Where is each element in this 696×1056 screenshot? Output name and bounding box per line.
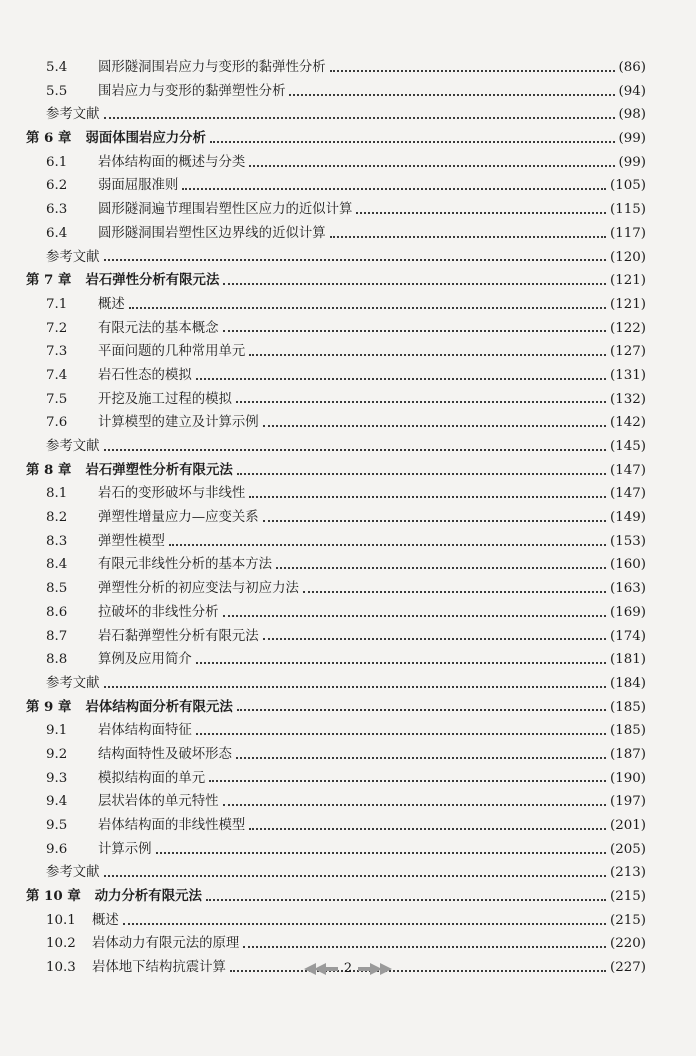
toc-entry-number: 7.4 bbox=[46, 367, 68, 383]
toc-entry-page: (120) bbox=[609, 249, 646, 265]
toc-entry-number: 7.6 bbox=[46, 415, 68, 431]
toc-entry-number: 6.2 bbox=[46, 178, 68, 194]
toc-entry-title: 层状岩体的单元特性 bbox=[98, 794, 219, 810]
toc-entry-page: (181) bbox=[609, 652, 646, 668]
toc-section-row bbox=[26, 151, 646, 175]
toc-section-row bbox=[26, 767, 646, 791]
dot-leader bbox=[104, 249, 606, 261]
toc-entry-number: 9.4 bbox=[46, 794, 68, 810]
toc-entry-number: 第 8 章 bbox=[26, 461, 72, 478]
toc-section-row bbox=[26, 743, 646, 767]
dot-leader bbox=[356, 202, 606, 214]
toc-entry-page: (115) bbox=[609, 202, 646, 218]
toc-chapter-row bbox=[26, 885, 646, 909]
toc-entry-title: 岩石的变形破坏与非线性 bbox=[98, 486, 246, 502]
toc-entry-number: 5.4 bbox=[46, 60, 68, 75]
toc-entry-title: 有限元非线性分析的基本方法 bbox=[98, 557, 273, 573]
right-arrows-icon bbox=[358, 963, 392, 975]
toc-entry-page: (190) bbox=[609, 770, 646, 786]
toc-section-row bbox=[26, 648, 646, 672]
toc-entry-number: 8.7 bbox=[46, 628, 68, 644]
toc-section-row bbox=[26, 293, 646, 317]
dot-leader bbox=[249, 818, 606, 830]
toc-entry-title: 计算示例 bbox=[98, 841, 152, 857]
toc-entry-page: (201) bbox=[609, 818, 646, 833]
toc-section-row bbox=[26, 411, 646, 435]
toc-section-row bbox=[26, 838, 646, 862]
toc-entry-page: (86) bbox=[618, 60, 646, 75]
dot-leader bbox=[104, 865, 606, 877]
dot-leader bbox=[237, 463, 606, 475]
toc-entry-title: 概述 bbox=[98, 296, 125, 312]
toc-section-row bbox=[26, 814, 646, 838]
toc-entry-number: 第 6 章 bbox=[26, 130, 72, 147]
toc-entry-number: 10.2 bbox=[46, 936, 76, 952]
toc-entry-number: 7.1 bbox=[46, 296, 68, 312]
toc-entry-title: 弹塑性分析的初应变法与初应力法 bbox=[98, 581, 299, 597]
toc-entry-page: (215) bbox=[609, 912, 646, 928]
toc-entry-number: 9.5 bbox=[46, 818, 68, 833]
toc-section-row bbox=[26, 719, 646, 743]
toc-entry-title: 算例及应用简介 bbox=[98, 652, 192, 668]
toc-section-row bbox=[26, 56, 646, 80]
toc-entry-title: 结构面特性及破坏形态 bbox=[98, 746, 232, 762]
toc-entry-page: (117) bbox=[609, 225, 646, 241]
toc-entry-title: 岩体结构面分析有限元法 bbox=[85, 698, 233, 715]
toc-entry-title: 岩石弹性分析有限元法 bbox=[85, 272, 220, 289]
dot-leader bbox=[303, 581, 606, 593]
toc-entry-number: 9.1 bbox=[46, 723, 68, 739]
toc-entry-title: 参考文献 bbox=[46, 865, 100, 881]
toc-entry-page: (147) bbox=[609, 486, 646, 502]
toc-references-row bbox=[26, 672, 646, 696]
toc-entry-page: (163) bbox=[609, 581, 646, 597]
toc-entry-number: 9.6 bbox=[46, 841, 68, 857]
toc-section-row bbox=[26, 909, 646, 933]
toc-entry-title: 岩石性态的模拟 bbox=[98, 367, 192, 383]
dot-leader bbox=[209, 770, 606, 782]
toc-entry-title: 岩体动力有限元法的原理 bbox=[92, 936, 240, 952]
dot-leader bbox=[236, 391, 606, 403]
toc-entry-page: (132) bbox=[609, 391, 646, 407]
toc-entry-title: 参考文献 bbox=[46, 107, 100, 123]
toc-entry-number: 8.3 bbox=[46, 533, 68, 549]
toc-entry-page: (121) bbox=[609, 296, 646, 312]
dot-leader bbox=[123, 913, 606, 925]
dot-leader bbox=[249, 155, 614, 167]
toc-entry-number: 10.3 bbox=[46, 960, 76, 976]
toc-chapter-row bbox=[26, 269, 646, 293]
toc-entry-title: 概述 bbox=[92, 912, 119, 928]
toc-entry-number: 7.5 bbox=[46, 391, 68, 407]
dot-leader bbox=[263, 628, 606, 640]
dot-leader bbox=[196, 368, 606, 380]
toc-entry-page: (220) bbox=[609, 936, 646, 952]
dot-leader bbox=[129, 297, 606, 309]
toc-entry-page: (197) bbox=[609, 794, 646, 810]
dot-leader bbox=[182, 178, 606, 190]
toc-entry-title: 动力分析有限元法 bbox=[94, 888, 202, 905]
toc-entry-title: 弱面屈服准则 bbox=[98, 178, 179, 194]
toc-entry-title: 岩体结构面的非线性模型 bbox=[98, 818, 246, 833]
toc-entry-page: (98) bbox=[618, 107, 646, 123]
toc-section-row bbox=[26, 340, 646, 364]
toc-entry-title: 参考文献 bbox=[46, 439, 100, 454]
toc-entry-title: 模拟结构面的单元 bbox=[98, 770, 206, 786]
toc-entry-page: (160) bbox=[609, 557, 646, 573]
toc-entry-title: 参考文献 bbox=[46, 675, 100, 691]
toc-entry-title: 圆形隧洞围岩塑性区边界线的近似计算 bbox=[98, 225, 326, 241]
toc-entry-page: (99) bbox=[618, 131, 646, 147]
left-arrows-icon bbox=[304, 963, 338, 975]
toc-entry-title: 岩体地下结构抗震计算 bbox=[92, 960, 226, 976]
dot-leader bbox=[210, 131, 615, 143]
dot-leader bbox=[104, 107, 615, 119]
toc-entry-title: 岩体结构面特征 bbox=[98, 723, 192, 739]
dot-leader bbox=[223, 320, 606, 332]
toc-entry-page: (122) bbox=[609, 320, 646, 336]
toc-entry-number: 6.1 bbox=[46, 154, 68, 170]
dot-leader bbox=[104, 676, 606, 688]
toc-entry-page: (121) bbox=[609, 273, 646, 289]
dot-leader bbox=[276, 557, 606, 569]
toc-section-row bbox=[26, 530, 646, 554]
toc-entry-title: 平面问题的几种常用单元 bbox=[98, 344, 246, 360]
dot-leader bbox=[206, 889, 606, 901]
toc-section-row bbox=[26, 198, 646, 222]
toc-entry-page: (94) bbox=[618, 83, 646, 99]
toc-entry-title: 弹塑性增量应力—应变关系 bbox=[98, 510, 259, 526]
toc-entry-number: 8.1 bbox=[46, 486, 68, 502]
toc-section-row bbox=[26, 932, 646, 956]
toc-entry-title: 计算模型的建立及计算示例 bbox=[98, 415, 259, 431]
toc-section-row bbox=[26, 80, 646, 104]
toc-section-row bbox=[26, 388, 646, 412]
toc-entry-number: 8.4 bbox=[46, 557, 68, 573]
dot-leader bbox=[237, 699, 606, 711]
dot-leader bbox=[169, 534, 606, 546]
page-footer bbox=[0, 961, 696, 979]
toc-entry-page: (185) bbox=[609, 723, 646, 739]
toc-section-row bbox=[26, 553, 646, 577]
dot-leader bbox=[156, 842, 606, 854]
toc-entry-title: 有限元法的基本概念 bbox=[98, 320, 219, 336]
toc-section-row bbox=[26, 601, 646, 625]
toc-section-row bbox=[26, 317, 646, 341]
toc-references-row bbox=[26, 861, 646, 885]
toc-section-row bbox=[26, 364, 646, 388]
toc-entry-title: 拉破坏的非线性分析 bbox=[98, 604, 219, 620]
toc-section-row bbox=[26, 482, 646, 506]
toc-entry-number: 7.3 bbox=[46, 344, 68, 360]
dot-leader bbox=[196, 723, 606, 735]
dot-leader bbox=[249, 486, 606, 498]
toc-entry-page: (215) bbox=[609, 889, 646, 905]
toc-entry-title: 岩石黏弹塑性分析有限元法 bbox=[98, 628, 259, 644]
toc-entry-number: 第 7 章 bbox=[26, 272, 72, 289]
dot-leader bbox=[223, 273, 606, 285]
toc-entry-number: 8.5 bbox=[46, 581, 68, 597]
toc-entry-page: (174) bbox=[609, 628, 646, 644]
toc-entry-number: 9.3 bbox=[46, 770, 68, 786]
dot-leader bbox=[330, 226, 606, 238]
dot-leader bbox=[330, 60, 615, 72]
dot-leader bbox=[223, 794, 606, 806]
toc-entry-title: 弹塑性模型 bbox=[98, 533, 165, 549]
toc-entry-title: 弱面体围岩应力分析 bbox=[85, 130, 206, 147]
toc-entry-page: (147) bbox=[609, 462, 646, 478]
toc-entry-title: 岩体结构面的概述与分类 bbox=[98, 154, 246, 170]
dot-leader bbox=[263, 510, 606, 522]
toc-entry-number: 6.4 bbox=[46, 225, 68, 241]
toc-section-row bbox=[26, 625, 646, 649]
toc-entry-title: 开挖及施工过程的模拟 bbox=[98, 391, 232, 407]
toc-section-row bbox=[26, 174, 646, 198]
toc-references-row bbox=[26, 246, 646, 270]
toc-entry-page: (185) bbox=[609, 699, 646, 715]
toc-section-row bbox=[26, 506, 646, 530]
toc-entry-number: 8.8 bbox=[46, 652, 68, 668]
toc-entry-page: (187) bbox=[609, 746, 646, 762]
toc-entry-page: (105) bbox=[609, 178, 646, 194]
toc-entry-title: 圆形隧洞遍节理围岩塑性区应力的近似计算 bbox=[98, 202, 353, 218]
toc-section-row bbox=[26, 790, 646, 814]
dot-leader bbox=[263, 415, 606, 427]
toc-entry-page: (184) bbox=[609, 675, 646, 691]
toc-entry-number: 5.5 bbox=[46, 83, 68, 99]
toc-entry-number: 8.6 bbox=[46, 604, 68, 620]
toc-entry-number: 7.2 bbox=[46, 320, 68, 336]
toc-entry-page: (127) bbox=[609, 344, 646, 360]
toc-entry-page: (205) bbox=[609, 841, 646, 857]
dot-leader bbox=[104, 439, 606, 451]
dot-leader bbox=[249, 344, 606, 356]
toc-entry-title: 围岩应力与变形的黏弹塑性分析 bbox=[98, 83, 286, 99]
toc-entry-page: (153) bbox=[609, 533, 646, 549]
toc-entry-page: (142) bbox=[609, 415, 646, 431]
toc-chapter-row bbox=[26, 696, 646, 720]
toc-entry-number: 9.2 bbox=[46, 746, 68, 762]
dot-leader bbox=[223, 605, 606, 617]
toc-entry-title: 参考文献 bbox=[46, 249, 100, 265]
toc-entry-number: 6.3 bbox=[46, 202, 68, 218]
toc-chapter-row bbox=[26, 459, 646, 483]
toc-entry-title: 岩石弹塑性分析有限元法 bbox=[85, 461, 233, 478]
toc-section-row bbox=[26, 222, 646, 246]
toc-references-row bbox=[26, 103, 646, 127]
toc-entry-page: (169) bbox=[609, 604, 646, 620]
dot-leader bbox=[289, 84, 614, 96]
toc-entry-number: 10.1 bbox=[46, 912, 76, 928]
toc-entry-number: 第 10 章 bbox=[26, 888, 81, 905]
dot-leader bbox=[196, 652, 606, 664]
toc-entry-page: (227) bbox=[609, 960, 646, 976]
dot-leader bbox=[236, 747, 606, 759]
toc-entry-page: (131) bbox=[609, 367, 646, 383]
dot-leader bbox=[243, 936, 606, 948]
toc-chapter-row bbox=[26, 127, 646, 151]
toc-entry-page: (213) bbox=[609, 865, 646, 881]
toc-section-row bbox=[26, 577, 646, 601]
toc-entry-number: 8.2 bbox=[46, 510, 68, 526]
toc-entry-page: (145) bbox=[609, 439, 646, 454]
toc-entry-number: 第 9 章 bbox=[26, 698, 72, 715]
page-number: 2 bbox=[343, 961, 353, 976]
table-of-contents bbox=[26, 56, 646, 980]
toc-references-row bbox=[26, 435, 646, 459]
toc-entry-title: 圆形隧洞围岩应力与变形的黏弹性分析 bbox=[98, 60, 326, 75]
toc-entry-page: (149) bbox=[609, 510, 646, 526]
toc-entry-page: (99) bbox=[618, 154, 646, 170]
